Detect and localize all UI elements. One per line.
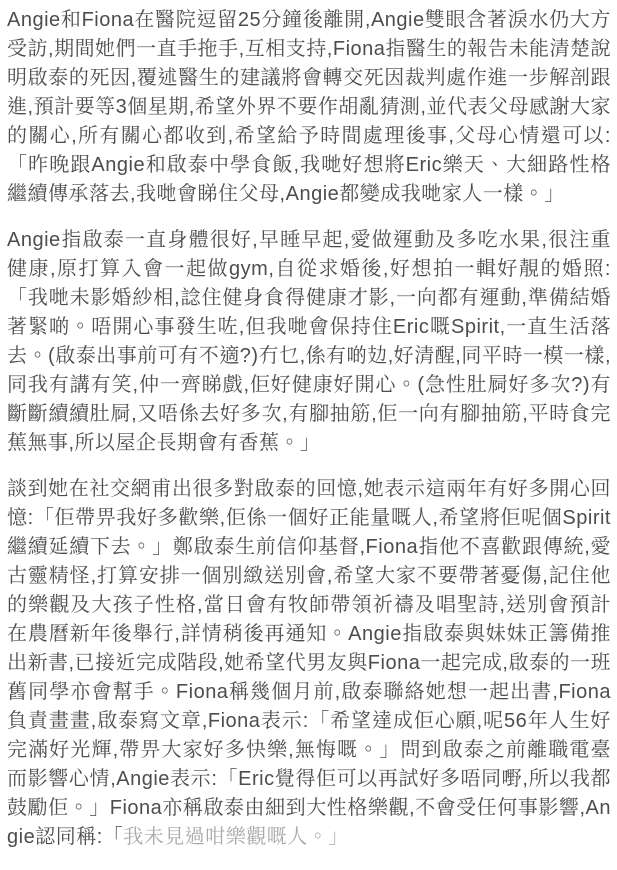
paragraph-3-faded-text: 我未見過咁樂觀嘅人。」 bbox=[123, 826, 349, 848]
article-paragraph-3 bbox=[7, 475, 611, 852]
article-paragraph-1: Angie和Fiona在醫院逗留25分鐘後離開,Angie雙眼含著淚水仍大方受訪,期間她們一直手拖手,互相支持,Fiona指醫生的報告未能清楚說明啟泰的死因,覆述醫生的建議將會轉交死因裁判處作進一步解剖跟進,預計要等3個星期,希望外界不要作胡亂猜測,並代表父母感謝大家的關心,所有關心都收到,希望給予時間處理後事,父母心情還可以:「昨晚跟Angie和啟泰中學食飯,我哋好想將Eric樂天、大細路性格繼續傳承落去,我哋會睇住父母,Angie都變成我哋家人一樣。」 bbox=[7, 9, 611, 205]
article-paragraph-2: Angie指啟泰一直身體很好,早睡早起,愛做運動及多吃水果,很注重健康,原打算入會一起做gym,自從求婚後,好想拍一輯好靚的婚照:「我哋未影婚紗相,諗住健身食得健康才影,一向都有運動,準備結婚著緊啲。唔開心事發生咗,但我哋會保持住Eric嘅Spirit,一直生活落去。(啟泰出事前可有不適?)冇乜,係有啲攰,好清醒,同平時一模一樣,同我有講有笑,仲一齊睇戲,佢好健康好開心。(急性肚屙好多次?)有斷斷續續肚屙,又唔係去好多次,有腳抽筋,佢一向有腳抽筋,平時食完蕉無事,所以屋企長期會有香蕉。」 bbox=[7, 229, 611, 454]
paragraph-3-main-text: 談到她在社交網甫出很多對啟泰的回憶,她表示這兩年有好多開心回憶:「佢帶畀我好多歡樂,佢係一個好正能量嘅人,希望將佢呢個Spirit繼續延續下去。」鄭啟泰生前信仰基督,Fiona指他不喜歡跟傳統,愛古靈精怪,打算安排一個別緻送別會,希望大家不要帶著憂傷,記住他的樂觀及大孩子性格,當日會有牧師帶領祈禱及唱聖詩,送別會預計在農曆新年後舉行,詳情稍後再通知。Angie指啟泰與妹妹正籌備推出新書,已接近完成階段,她希望代男友與Fiona一起完成,啟泰的一班舊同學亦會幫手。Fiona稱幾個月前,啟泰聯絡她想一起出書,Fiona負責畫畫,啟泰寫文章,Fiona表示:「希望達成佢心願,呢56年人生好完滿好光輝,帶畀大家好多快樂,無悔嘅。」問到啟泰之前離職電臺而影響心情,Angie表示:「Eric覺得佢可以再試好多唔同嘢,所以我都鼓勵佢。」Fiona亦稱啟泰由細到大性格樂觀,不會受任何事影響,Angie認同稱:「 bbox=[7, 478, 611, 848]
